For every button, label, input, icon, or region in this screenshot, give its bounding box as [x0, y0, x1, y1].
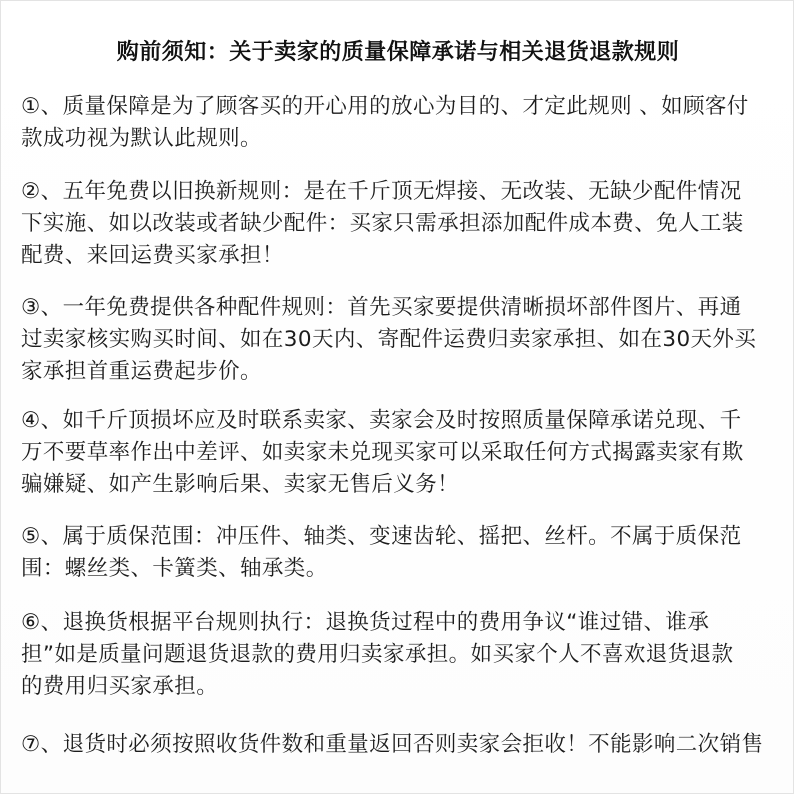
- rule-6: [21, 607, 776, 703]
- rule-line: ④、如千斤顶损坏应及时联系卖家、卖家会及时按照质量保障承诺兑现、千: [21, 408, 742, 433]
- rule-line: ⑥、退换货根据平台规则执行：退换货过程中的费用争议“谁过错、谁承: [21, 610, 710, 635]
- rule-line: 家承担首重运费起步价。: [21, 359, 262, 384]
- rule-line: 万不要草率作出中差评、如卖家未兑现买家可以采取任何方式揭露卖家有欺: [21, 440, 744, 465]
- rule-2: [21, 176, 776, 272]
- rule-line: ①、质量保障是为了顾客买的开心用的放心为目的、才定此规则 、如顾客付: [21, 94, 749, 119]
- rule-line: ⑤、属于质保范围：冲压件、轴类、变速齿轮、摇把、丝杆。不属于质保范: [21, 524, 742, 549]
- rule-line: 过卖家核实购买时间、如在30天内、寄配件运费归卖家承担、如在30天外买: [21, 327, 757, 352]
- rule-line: ⑦、退货时必须按照收货件数和重量返回否则卖家会拒收！不能影响二次销售: [21, 732, 764, 757]
- rule-5: [21, 521, 776, 585]
- rule-line: ②、五年免费以旧换新规则：是在千斤顶无焊接、无改装、无缺少配件情况: [21, 179, 742, 204]
- rule-line: 的费用归买家承担。: [21, 674, 219, 699]
- rule-1: [21, 91, 776, 155]
- rule-7: [21, 729, 776, 761]
- rule-3: [21, 292, 776, 388]
- rule-line: ③、一年免费提供各种配件规则：首先买家要提供清晰损坏部件图片、再通: [21, 295, 742, 320]
- rule-4: [21, 405, 776, 501]
- rule-line: 围：螺丝类、卡簧类、轴承类。: [21, 556, 328, 581]
- rule-line: 骗嫌疑、如产生影响后果、卖家无售后义务！: [21, 472, 460, 497]
- rule-line: 下实施、如以改装或者缺少配件：买家只需承担添加配件成本费、免人工装: [21, 211, 744, 236]
- rule-line: 配费、来回运费买家承担！: [21, 243, 284, 268]
- page-title: 购前须知：关于卖家的质量保障承诺与相关退货退款规则: [116, 40, 680, 65]
- rule-line: 担”如是质量问题退货退款的费用归卖家承担。如买家个人不喜欢退货退款: [21, 642, 734, 667]
- rule-line: 款成功视为默认此规则。: [21, 126, 262, 151]
